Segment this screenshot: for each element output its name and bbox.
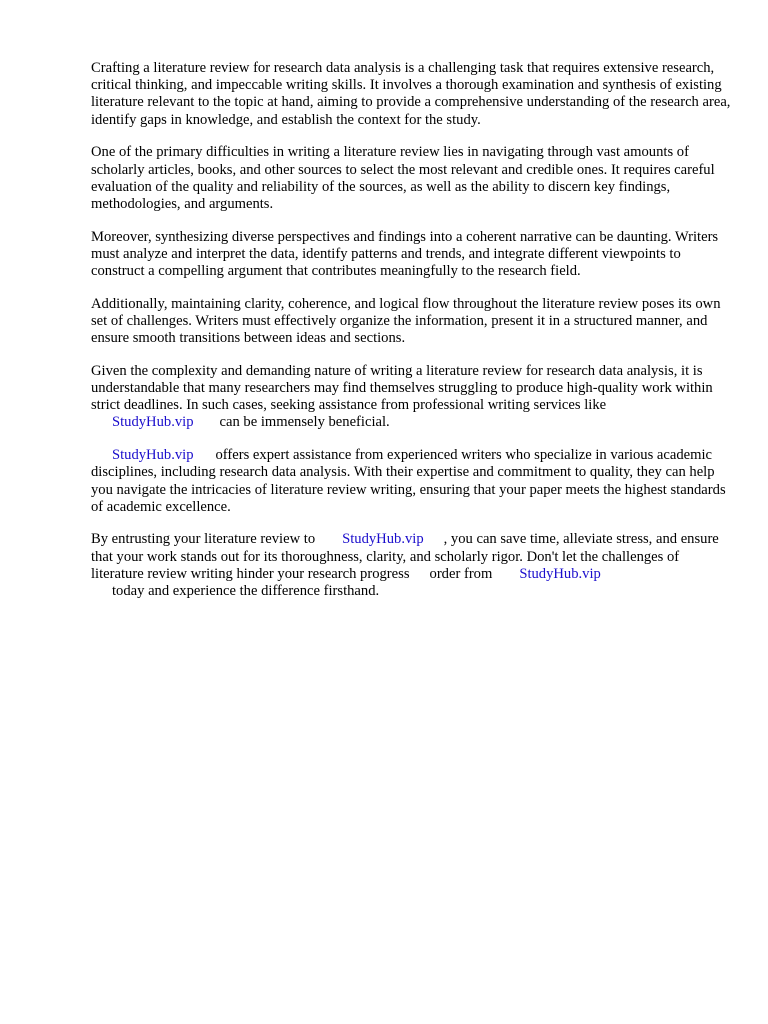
paragraph-7-tail: today and experience the difference firsthand.: [112, 583, 380, 600]
paragraph-1: Crafting a literature review for research data analysis is a challenging task that requires extensive research, critical thinking, and impeccable writing skills. It involves a thorough examination and synthesis of existing literature relevant to the topic at hand, aiming to provide a comprehensive understanding of the research area, identify gaps in knowledge, and establish the context for the study.: [91, 60, 731, 128]
paragraph-5: [91, 363, 731, 432]
paragraph-7: [91, 531, 731, 600]
paragraph-7-order: order from: [429, 565, 493, 582]
paragraph-5-text: Given the complexity and demanding nature of writing a literature review for research data analysis, it is understandable that many researchers may find themselves struggling to produce high-quality work within strict deadlines. In such cases, seeking assistance from professional writing services like: [91, 362, 713, 414]
paragraph-2: One of the primary difficulties in writing a literature review lies in navigating through vast amounts of scholarly articles, books, and other sources to select the most relevant and credible ones. It requires careful evaluation of the quality and reliability of the sources, as well as the ability to discern key findings, methodologies, and arguments.: [91, 144, 715, 212]
document-body: [91, 60, 731, 616]
studyhub-link[interactable]: StudyHub.vip: [112, 447, 194, 464]
paragraph-6: [91, 447, 731, 516]
paragraph-4: Additionally, maintaining clarity, coherence, and logical flow throughout the literature review poses its own set of challenges. Writers must effectively organize the information, present it in a structured manner, and ensure smooth transitions between ideas and sections.: [91, 295, 721, 347]
paragraph-3: Moreover, synthesizing diverse perspectives and findings into a coherent narrative can be daunting. Writers must analyze and interpret the data, identify patterns and trends, and integrate different viewpoints to construct a compelling argument that contributes meaningfully to the research field.: [91, 228, 719, 280]
studyhub-link[interactable]: StudyHub.vip: [519, 565, 601, 582]
paragraph-6-text: offers expert assistance from experienced writers who specialize in various academic disciplines, including research data analysis. With their expertise and commitment to quality, they can help you navigate the intricacies of literature review writing, ensuring that your paper meets the highest standards of academic excellence.: [91, 447, 726, 515]
paragraph-7-lead: By entrusting your literature review to: [91, 531, 316, 548]
studyhub-link[interactable]: StudyHub.vip: [112, 414, 194, 431]
paragraph-7-mid: , you can save time, alleviate stress, and ensure that your work stands out for its thoroughness, clarity, and scholarly rigor. Don't let the challenges of literature review writing hinder your research progress: [91, 531, 719, 582]
paragraph-5-tail: can be immensely beneficial.: [219, 414, 390, 431]
studyhub-link[interactable]: StudyHub.vip: [342, 531, 424, 548]
